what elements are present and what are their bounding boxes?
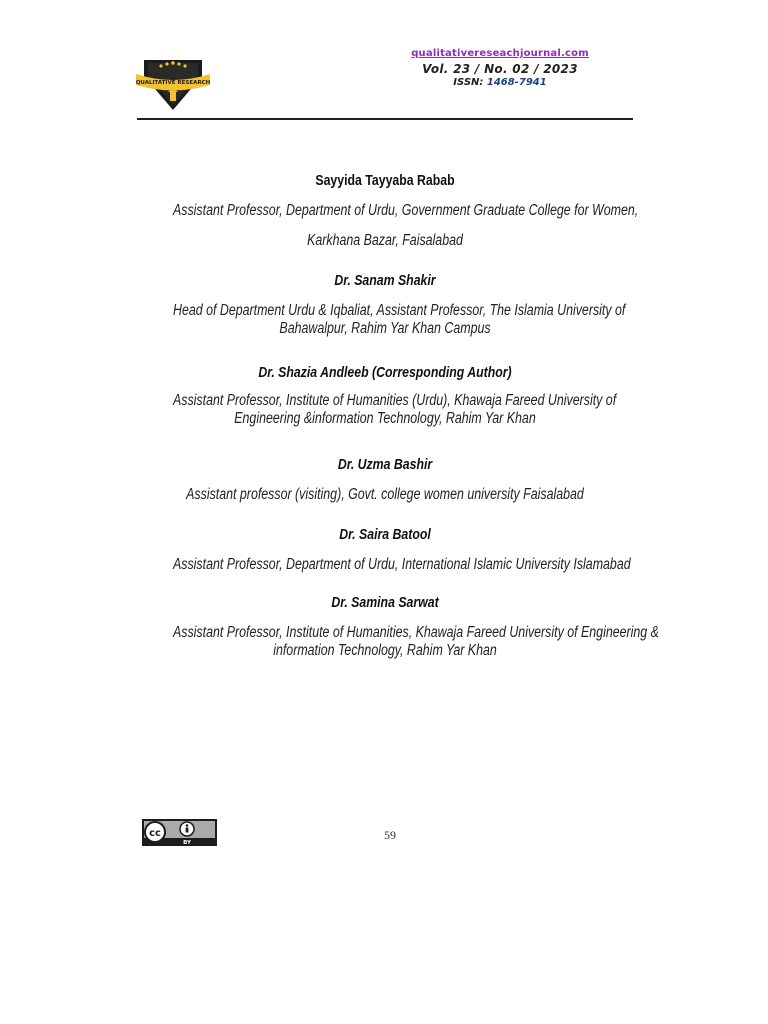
issn-number: 1468-7941 bbox=[486, 77, 547, 88]
cc-by-license-badge[interactable] bbox=[142, 819, 217, 846]
author-affiliation: Assistant Professor, Institute of Humanities (Urdu), Khawaja Fareed University of Engineering &information Technology, Rahim Yar Khan bbox=[173, 392, 617, 427]
author-name: Dr. Samina Sarwat bbox=[331, 594, 439, 611]
author-name: Dr. Shazia Andleeb (Corresponding Author) bbox=[258, 364, 512, 381]
license-label: BY bbox=[183, 840, 191, 846]
author-name: Dr. Uzma Bashir bbox=[337, 456, 433, 473]
header-divider bbox=[137, 118, 633, 120]
page-number: 59 bbox=[384, 828, 396, 842]
author-name: Dr. Saira Batool bbox=[339, 526, 431, 543]
volume-info: Vol. 23 / No. 02 / 2023 bbox=[422, 62, 578, 76]
author-list bbox=[120, 172, 659, 674]
journal-logo bbox=[134, 52, 212, 114]
author-name: Sayyida Tayyaba Rabab bbox=[315, 172, 455, 189]
author-affiliation: Assistant Professor, Department of Urdu, International Islamic University Islamabad bbox=[173, 556, 631, 573]
logo-text: QUALITATIVE RESEARCH bbox=[135, 80, 211, 86]
author-name: Dr. Sanam Shakir bbox=[334, 272, 436, 289]
issn-info bbox=[400, 77, 600, 88]
author-affiliation: Assistant professor (visiting), Govt. college women university Faisalabad bbox=[186, 486, 584, 503]
author-affiliation: Assistant Professor, Institute of Humanities, Khawaja Fareed University of Engineering & information Technology, Rahim Yar Khan bbox=[173, 624, 659, 659]
journal-info bbox=[400, 48, 600, 88]
author-affiliation: Head of Department Urdu & Iqbaliat, Assistant Professor, The Islamia University of Bahawalpur, Rahim Yar Khan Campus bbox=[173, 302, 626, 337]
issn-label: ISSN: bbox=[453, 77, 484, 88]
svg-text:cc: cc bbox=[149, 828, 161, 839]
journal-url-link[interactable]: qualitativereseachjournal.com bbox=[411, 48, 589, 59]
author-affiliation: Assistant Professor, Department of Urdu, Government Graduate College for Women, Karkhana Bazar, Faisalabad bbox=[173, 202, 639, 249]
